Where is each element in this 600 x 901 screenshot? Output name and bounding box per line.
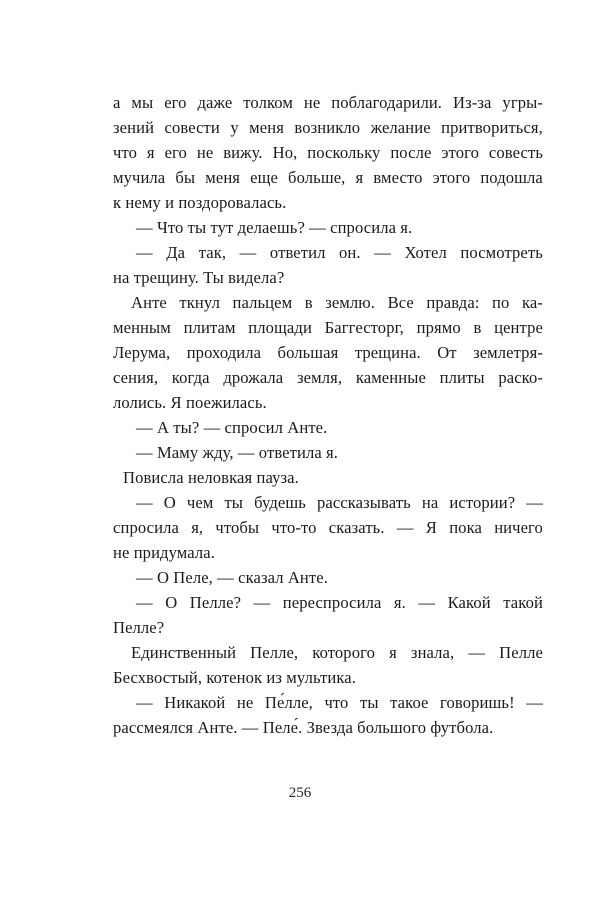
text-word: не (303, 93, 321, 112)
text-word: Никакой (164, 693, 226, 712)
page-number: 256 (288, 785, 312, 801)
text-word: Пелле (499, 643, 543, 662)
text-word: — (396, 518, 414, 537)
text-line (113, 90, 543, 115)
text-word: совести (164, 118, 220, 137)
text-word: я, (191, 518, 204, 537)
text-word: трещина. (354, 343, 421, 362)
text-word: — (136, 493, 153, 512)
text-line (113, 690, 543, 715)
text-word: пальцем (232, 293, 293, 312)
text-word: на (421, 493, 439, 512)
text-word: не (236, 693, 254, 712)
text-word: Лерума, (113, 343, 171, 362)
text-word: возникло (294, 118, 361, 137)
text-word: — (526, 493, 543, 512)
text-word: подошла (480, 168, 543, 187)
text-word: Пелле, (250, 643, 299, 662)
text-word: — (468, 643, 486, 662)
text-word: проходила (186, 343, 262, 362)
text-line: — А ты? — спросил Анте. (136, 418, 328, 437)
text-word: истории? (449, 493, 516, 512)
text-word: сказать. (328, 518, 385, 537)
text-line (113, 490, 543, 515)
text-word: его (164, 143, 187, 162)
text-word: Анте (131, 293, 167, 312)
text-line: к нему и поздоровалась. (113, 193, 287, 212)
text-word: ка- (521, 293, 543, 312)
text-line (113, 315, 543, 340)
text-word: площади (248, 318, 312, 337)
text-word: в (473, 318, 482, 337)
text-line: — Маму жду, — ответила я. (136, 443, 339, 462)
text-line (113, 515, 543, 540)
text-word: знала, (410, 643, 455, 662)
text-word: будешь (254, 493, 306, 512)
text-word: так, (198, 243, 227, 262)
text-line: рассмеялся Анте. — Пеле́. Звезда большого футбола. (113, 718, 494, 737)
text-word: Хотел (404, 243, 447, 262)
text-line: лолись. Я поежилась. (113, 393, 267, 412)
text-word: притвориться, (441, 118, 543, 137)
text-word: — (136, 593, 153, 612)
text-word: О (163, 493, 176, 512)
text-word: правда: (426, 293, 480, 312)
text-word: Я (425, 518, 437, 537)
text-word: его (164, 93, 187, 112)
text-line: — О Пеле, — сказал Анте. (136, 568, 328, 587)
text-word: чем (186, 493, 214, 512)
text-word: плитам (183, 318, 236, 337)
text-word: — (239, 243, 257, 262)
text-line: на трещину. Ты видела? (113, 268, 285, 287)
text-word: — (418, 593, 436, 612)
text-word: я (389, 643, 397, 662)
text-word: бы (175, 168, 196, 187)
text-word: центре (494, 318, 543, 337)
text-word: — (136, 243, 153, 262)
text-line: не придумала. (113, 543, 215, 562)
text-word: пока (449, 518, 482, 537)
text-word: вижу. (223, 143, 263, 162)
text-word: я. (393, 593, 406, 612)
text-word: поблагодарили. (331, 93, 443, 112)
text-word: не (196, 143, 214, 162)
text-word: больше, (288, 168, 346, 187)
text-word: Единственный (131, 643, 237, 662)
text-word: зений (113, 118, 155, 137)
text-word: — (253, 593, 271, 612)
text-word: вместо (373, 168, 423, 187)
text-word: по (492, 293, 510, 312)
text-line (113, 340, 543, 365)
page-text-block (113, 90, 543, 740)
text-line (113, 365, 543, 390)
text-word: рассказывать (316, 493, 411, 512)
text-word: в (304, 293, 313, 312)
text-word: которого (312, 643, 375, 662)
text-word: меня (205, 168, 241, 187)
text-word: Пе́лле, (264, 693, 313, 712)
text-word: переспросила (282, 593, 382, 612)
text-word: Но, (272, 143, 298, 162)
text-word: плиты (439, 368, 485, 387)
text-line: — Что ты тут делаешь? — спросила я. (136, 218, 413, 237)
text-word: он. (339, 243, 361, 262)
text-word: когда (171, 368, 210, 387)
text-word: Пелле? (189, 593, 242, 612)
text-word: такой (503, 593, 543, 612)
text-word: ты (359, 693, 379, 712)
text-word: этого (441, 143, 479, 162)
text-word: ты (224, 493, 244, 512)
text-word: раско- (498, 368, 543, 387)
text-word: угры- (502, 93, 543, 112)
text-word: у (230, 118, 239, 137)
text-word: сения, (113, 368, 159, 387)
text-word: спросила (113, 518, 179, 537)
text-line: Бесхвостый, котенок из мультика. (113, 668, 356, 687)
text-word: земля, (297, 368, 343, 387)
text-word: О (165, 593, 178, 612)
text-word: поскольку (307, 143, 381, 162)
text-word: такое (390, 693, 429, 712)
text-word: ткнул (179, 293, 220, 312)
text-word: Какой (447, 593, 491, 612)
text-word: я (355, 168, 364, 187)
text-word: прямо (416, 318, 461, 337)
text-word: — (374, 243, 391, 262)
text-word: толком (243, 93, 293, 112)
text-word: большая (277, 343, 339, 362)
text-line (113, 115, 543, 140)
text-line (113, 290, 543, 315)
text-word: а (113, 93, 121, 112)
text-word: после (390, 143, 432, 162)
text-word: что (324, 693, 349, 712)
text-word: совесть (488, 143, 543, 162)
text-word: каменные (355, 368, 426, 387)
text-word: Да (166, 243, 186, 262)
text-word: мы (131, 93, 154, 112)
text-word: меня (249, 118, 284, 137)
text-word: ничего (494, 518, 543, 537)
text-line: Пелле? (113, 618, 165, 637)
text-word: менным (113, 318, 171, 337)
text-word: Баггесторг, (324, 318, 404, 337)
text-word: — (526, 693, 543, 712)
text-line (113, 590, 543, 615)
text-word: Из-за (453, 93, 492, 112)
text-word: чтобы (215, 518, 260, 537)
text-word: посмотреть (460, 243, 543, 262)
text-line (113, 240, 543, 265)
text-word: еще (250, 168, 278, 187)
text-word: землю. (325, 293, 376, 312)
text-word: Все (387, 293, 414, 312)
text-word: даже (197, 93, 233, 112)
text-word: землетря- (473, 343, 543, 362)
text-word: — (136, 693, 153, 712)
text-word: дрожала (223, 368, 284, 387)
text-line: Повисла неловкая пауза. (123, 468, 299, 487)
text-word: говоришь! (440, 693, 515, 712)
text-word: этого (432, 168, 471, 187)
text-line (113, 640, 543, 665)
text-word: ответил (269, 243, 326, 262)
text-word: мучила (113, 168, 166, 187)
text-word: что-то (271, 518, 317, 537)
text-line (113, 140, 543, 165)
text-word: я (146, 143, 155, 162)
text-word: что (113, 143, 137, 162)
text-line (113, 165, 543, 190)
text-word: желание (370, 118, 431, 137)
text-word: От (437, 343, 457, 362)
